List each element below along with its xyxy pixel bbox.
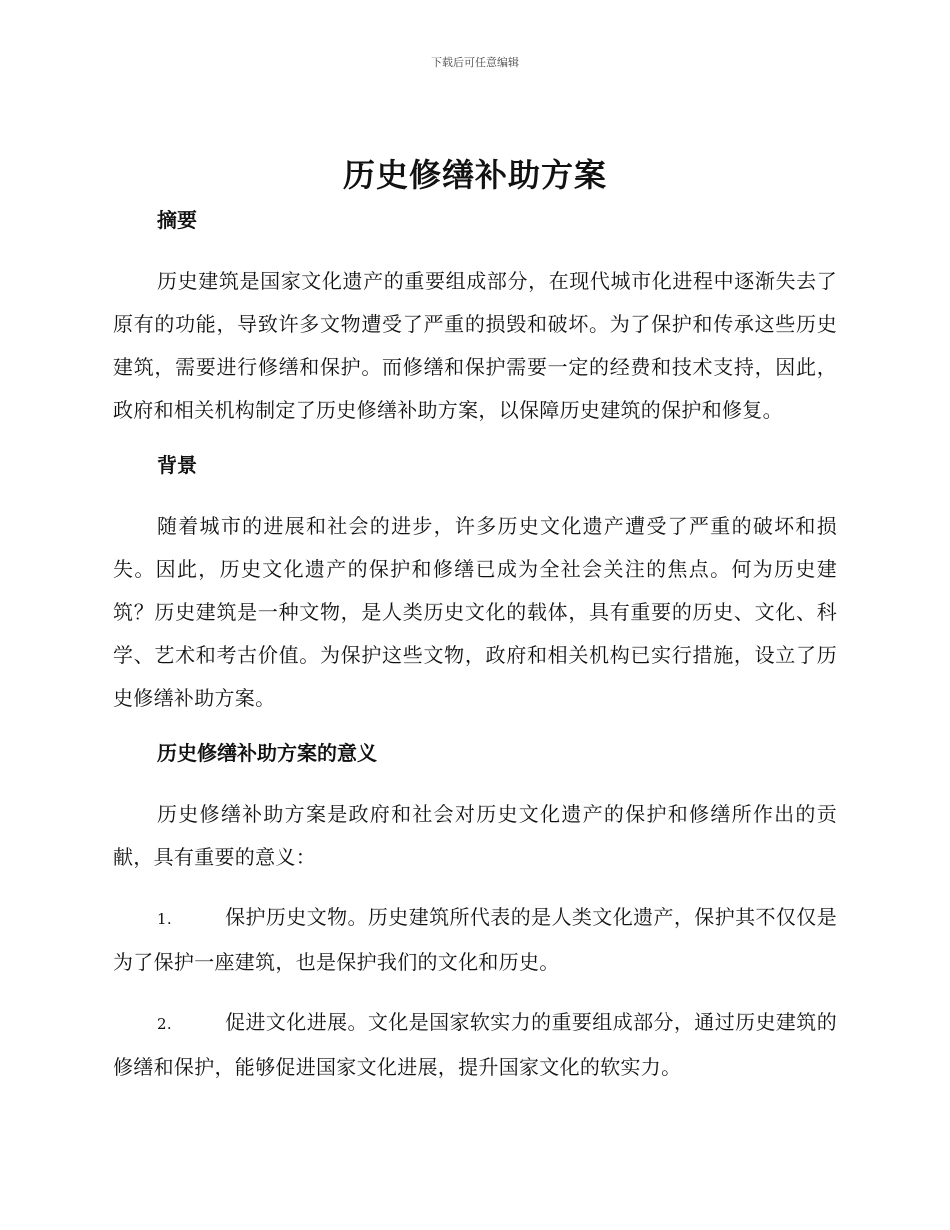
section-heading: 背景 [157, 453, 197, 477]
header-note: 下载后可任意编辑 [431, 56, 519, 69]
section-significance [113, 737, 837, 1089]
paragraph: 历史修缮补助方案是政府和社会对历史文化遗产的保护和修缮所作出的贡献，具有重要的意义： [113, 802, 837, 869]
section-background [113, 449, 837, 720]
list-item [113, 896, 837, 984]
document-title: 历史修缮补助方案 [342, 156, 607, 194]
list-item-text: 保护历史文物。历史建筑所代表的是人类文化遗产，保护其不仅仅是为了保护一座建筑，也是保护我们的文化和历史。 [113, 905, 837, 974]
list-number: 2. [157, 1015, 172, 1033]
paragraph: 随着城市的进展和社会的进步，许多历史文化遗产遭受了严重的破坏和损失。因此，历史文化遗产的保护和修缮已成为全社会关注的焦点。何为历史建筑？历史建筑是一种文物，是人类历史文化的载体，具有重要的历史、文化、科学、艺术和考古价值。为保护这些文物，政府和相关机构已实行措施，设立了历史修缮补助方案。 [113, 514, 837, 710]
list-number: 1. [157, 910, 172, 928]
section-heading: 摘要 [157, 208, 197, 232]
paragraph: 历史建筑是国家文化遗产的重要组成部分，在现代城市化进程中逐渐失去了原有的功能，导致许多文物遭受了严重的损毁和破坏。为了保护和传承这些历史建筑，需要进行修缮和保护。而修缮和保护需要一定的经费和技术支持，因此，政府和相关机构制定了历史修缮补助方案，以保障历史建筑的保护和修复。 [113, 269, 837, 422]
list-item-text: 促进文化进展。文化是国家软实力的重要组成部分，通过历史建筑的修缮和保护，能够促进国家文化进展，提升国家文化的软实力。 [113, 1010, 837, 1079]
list-item [113, 1001, 837, 1089]
document-body [113, 204, 837, 1106]
section-summary [113, 204, 837, 432]
section-heading: 历史修缮补助方案的意义 [157, 741, 377, 765]
